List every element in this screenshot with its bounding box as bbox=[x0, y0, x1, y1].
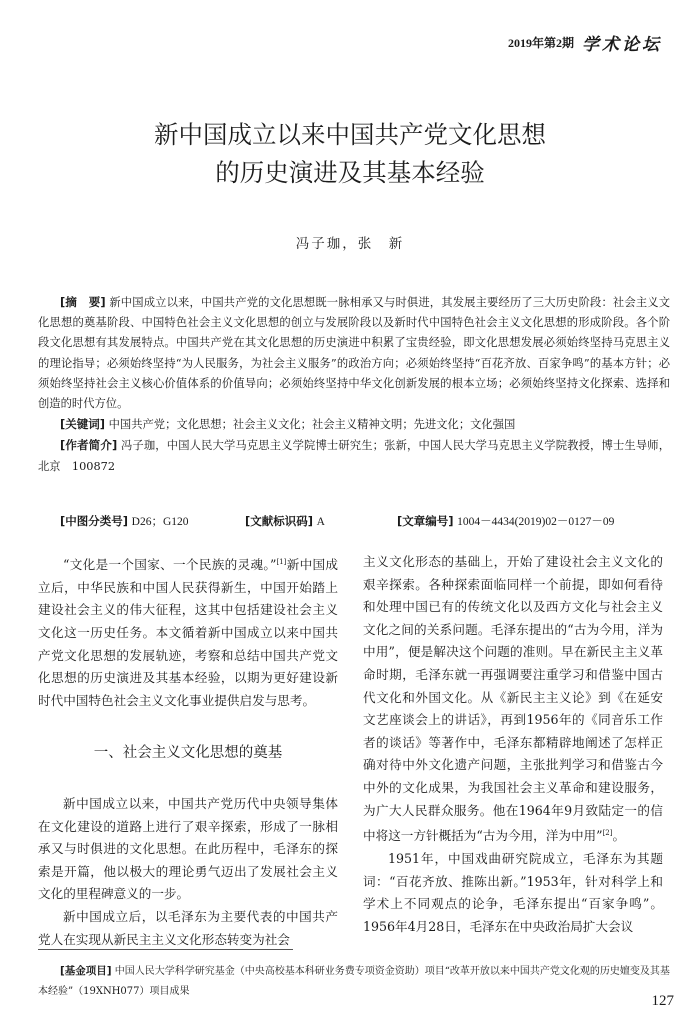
article-value: 1004－4434(2019)02－0127－09 bbox=[457, 516, 615, 528]
citation-ref[interactable]: [2] bbox=[602, 829, 613, 838]
paragraph: 新中国成立后，以毛泽东为主要代表的中国共产党人在实现从新民主主义文化形态转变为社会 bbox=[38, 908, 338, 947]
clc-number bbox=[60, 513, 245, 529]
doc-label: [文献标识码] bbox=[245, 514, 314, 528]
footnote-divider bbox=[38, 949, 293, 950]
footnote-text: 中国人民大学科学研究基金（中央高校基本科研业务费专项资金资助）项目“改革开放以来中国共产党文化观的历史嬗变及其基本经验”（19XNH077）项目成果 bbox=[38, 966, 670, 997]
article-number bbox=[397, 513, 614, 529]
keywords-text: 中国共产党；文化思想；社会主义文化；社会主义精神文明；先进文化；文化强国 bbox=[108, 418, 516, 432]
paragraph-text: 新中国成立后，中华民族和中国人民获得新生，中国开始踏上建设社会主义的伟大征程，这其中包括建设社会主义文化这一历史任务。本文循着新中国成立以来中国共产党文化思想的发展轨迹，考察和总结中国共产党文化思想的历史演进及其基本经验，以期为更好建设新时代中国特色社会主义文化事业提供启发与思考。 bbox=[38, 557, 339, 708]
article-title bbox=[0, 116, 700, 192]
classification-line bbox=[60, 513, 680, 529]
right-column bbox=[363, 551, 663, 938]
quote-text: “文化是一个国家、一个民族的灵魂。” bbox=[63, 557, 277, 573]
authors: 冯子珈，张 新 bbox=[295, 236, 405, 252]
abstract-label: [摘 要] bbox=[60, 295, 106, 309]
doc-code bbox=[245, 513, 397, 529]
doc-value: A bbox=[316, 516, 325, 528]
paragraph-end: 。 bbox=[612, 828, 626, 844]
keywords-label: [关键词] bbox=[60, 417, 106, 432]
author-intro-text: 冯子珈，中国人民大学马克思主义学院博士研究生；张新，中国人民大学马克思主义学院教授，博士生导师，北京 100872 bbox=[38, 439, 671, 473]
issue-number: 2019年第2期 bbox=[507, 36, 574, 50]
journal-logo: 学术论坛 bbox=[582, 35, 662, 55]
clc-value: D26；G120 bbox=[131, 516, 189, 528]
article-label: [文章编号] bbox=[397, 514, 454, 528]
paragraph: 新中国成立以来，中国共产党历代中央领导集体在文化建设的道路上进行了艰辛探索，形成了一脉相承又与时俱进的文化思想。在此历程中，毛泽东的探索是开篇，他以极大的理论勇气迈出了发展社会主义文化的里程碑意义的一步。 bbox=[38, 795, 338, 902]
paragraph bbox=[38, 551, 338, 712]
paragraph bbox=[363, 551, 663, 848]
title-line-2: 的历史演进及其基本经验 bbox=[215, 158, 485, 187]
page-number: 127 bbox=[651, 993, 674, 1009]
title-line-1: 新中国成立以来中国共产党文化思想 bbox=[154, 120, 546, 149]
keywords bbox=[38, 414, 670, 435]
abstract-block bbox=[38, 292, 670, 477]
clc-label: [中图分类号] bbox=[60, 514, 129, 528]
paragraph: 1951年，中国戏曲研究院成立，毛泽东为其题词：“百花齐放、推陈出新。”1953年，针对科学上和学术上不同观点的论争，毛泽东提出“百家争鸣”。1956年4月28日，毛泽东在中央政治局扩大会议 bbox=[363, 850, 663, 934]
abstract-text: 新中国成立以来，中国共产党的文化思想既一脉相承又与时俱进，其发展主要经历了三大历史阶段：社会主义文化思想的奠基阶段、中国特色社会主义文化思想的创立与发展阶段以及新时代中国特色社会主义文化思想的形成阶段。各个阶段文化思想有其发展特点。中国共产党在其文化思想的历史演进中积累了宝贵经验，即文化思想发展必须始终坚持马克思主义的理论指导；必须始终坚持“为人民服务，为社会主义服务”的政治方向；必须始终坚持“百花齐放、百家争鸣”的基本方针；必须始终坚持社会主义核心价值体系的价值导向；必须始终坚持中华文化创新发展的根本立场；必须始终坚持文化探索、选择和创造的时代方位。 bbox=[38, 296, 671, 411]
left-column bbox=[38, 551, 338, 951]
running-header bbox=[508, 30, 662, 55]
footnote-label: [基金项目] bbox=[60, 965, 112, 977]
author-intro-label: [作者简介] bbox=[60, 438, 118, 453]
section-heading: 一、社会主义文化思想的奠基 bbox=[93, 745, 283, 762]
paragraph-text: 主义文化形态的基础上，开始了建设社会主义文化的艰辛探索。各种探索面临同样一个前提，即如何看待和处理中国已有的传统文化以及西方文化与社会主义文化之间的关系问题。毛泽东提出的“古为今用，洋为中用”，便是解决这个问题的准则。早在新民主主义革命时期，毛泽东就一再强调要注重学习和借鉴中国古代文化和外国文化。从《新民主主义论》到《在延安文艺座谈会上的讲话》，再到1956年的《同音乐工作者的谈话》等著作中，毛泽东都精辟地阐述了怎样正确对待中外文化遗产问题，主张批判学习和借鉴古今中外的文化成果，为我国社会主义革命和建设服务，为广大人民群众服务。他在1964年9月致陆定一的信中将这一方针概括为“古为今用，洋为中用” bbox=[363, 554, 663, 844]
abstract bbox=[38, 292, 670, 414]
author-intro bbox=[38, 435, 670, 476]
citation-ref[interactable]: [1] bbox=[276, 558, 287, 566]
footnote bbox=[38, 961, 678, 1002]
